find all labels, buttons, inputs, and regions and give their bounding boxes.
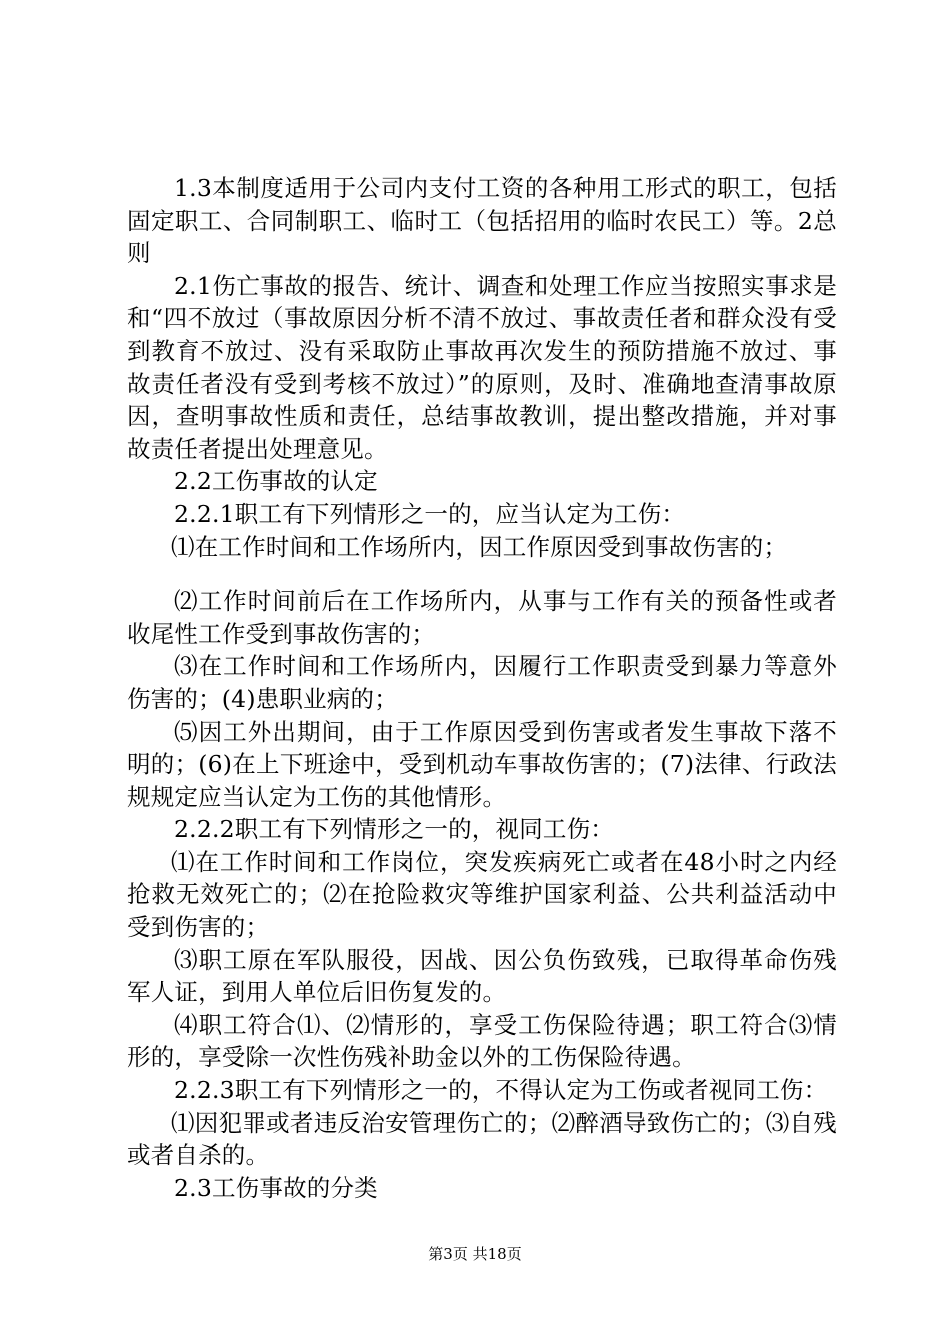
deemed-item-4: ⑷职工符合⑴、⑵情形的，享受工伤保险待遇；职工符合⑶情形的，享受除一次性伤残补助金以外的工伤保险待遇。 (127, 1010, 837, 1072)
deemed-item-3: ⑶职工原在军队服役，因战、因公负伤致残，已取得革命伤残军人证，到用人单位后旧伤复发的。 (127, 945, 837, 1007)
paragraph-principles: 2.1伤亡事故的报告、统计、调查和处理工作应当按照实事求是和“四不放过（事故原因分析不清不放过、事故责任者和群众没有受到教育不放过、没有采取防止事故再次发生的预防措施不放过、事故责任者没有受到考核不放过）”的原则，及时、准确地查清事故原因，查明事故性质和责任，总结事故教训，提出整改措施，并对事故责任者提出处理意见。 (127, 271, 837, 463)
list-item-2: ⑵工作时间前后在工作场所内，从事与工作有关的预备性或者收尾性工作受到事故伤害的； (127, 587, 837, 648)
deemed-item-1-2: ⑴在工作时间和工作岗位，突发疾病死亡或者在48小时之内经抢救无效死亡的；⑵在抢险救灾等维护国家利益、公共利益活动中受到伤害的； (127, 847, 837, 942)
list-item-3-4: ⑶在工作时间和工作场所内，因履行工作职责受到暴力等意外伤害的；(4)患职业病的； (127, 652, 837, 713)
list-item-1: ⑴在工作时间和工作场所内，因工作原因受到事故伤害的； (171, 532, 788, 561)
heading-injury-determination: 2.2工伤事故的认定 (174, 467, 378, 496)
heading-2-3: 2.3工伤事故的分类 (174, 1173, 378, 1202)
paragraph-scope: 1.3本制度适用于公司内支付工资的各种用工形式的职工，包括固定职工、合同制职工、临时工（包括招用的临时农民工）等。2总则 (127, 174, 837, 268)
excluded-items: ⑴因犯罪或者违反治安管理伤亡的；⑵醉酒导致伤亡的；⑶自残或者自杀的。 (127, 1108, 837, 1170)
document-body (127, 172, 837, 1204)
page-number: 第3页 共18页 (428, 1245, 522, 1263)
heading-2-2-2: 2.2.2职工有下列情形之一的，视同工伤： (174, 815, 614, 844)
heading-2-2-3: 2.2.3职工有下列情形之一的，不得认定为工伤或者视同工伤： (174, 1076, 828, 1105)
heading-2-2-1: 2.2.1职工有下列情形之一的，应当认定为工伤： (174, 499, 686, 528)
list-item-5-7: ⑸因工外出期间，由于工作原因受到伤害或者发生事故下落不明的；(6)在上下班途中，受到机动车事故伤害的；(7)法律、行政法规规定应当认定为工伤的其他情形。 (127, 717, 837, 811)
